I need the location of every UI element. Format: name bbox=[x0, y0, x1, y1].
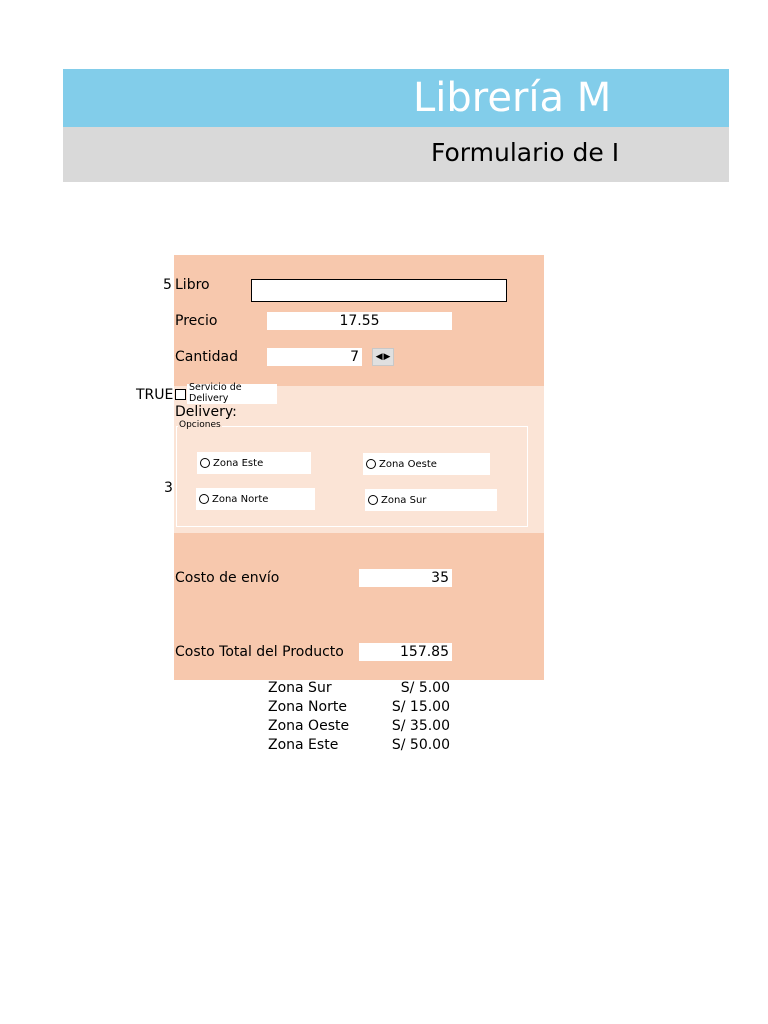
radio-zona-norte[interactable] bbox=[196, 488, 315, 510]
libro-label: Libro bbox=[175, 277, 210, 293]
radio-label: Zona Sur bbox=[381, 494, 427, 506]
cantidad-field[interactable]: 7 bbox=[267, 348, 362, 366]
page-subtitle: Formulario de I bbox=[431, 138, 620, 167]
opciones-groupbox bbox=[176, 426, 528, 527]
page-title: Librería M bbox=[413, 75, 612, 121]
row-number-libro: 5 bbox=[163, 277, 172, 293]
costo-total-field: 157.85 bbox=[359, 643, 452, 661]
table-row bbox=[268, 736, 458, 755]
costo-envio-label: Costo de envío bbox=[175, 570, 280, 586]
delivery-checkbox[interactable] bbox=[175, 389, 186, 400]
table-row bbox=[268, 698, 458, 717]
cantidad-spinner[interactable] bbox=[372, 348, 394, 366]
delivery-checkbox-label: Servicio de Delivery bbox=[189, 382, 242, 404]
radio-circle-icon[interactable] bbox=[200, 458, 210, 468]
precio-cell: S/ 5.00 bbox=[400, 680, 450, 696]
table-row bbox=[268, 717, 458, 736]
radio-label: Zona Oeste bbox=[379, 458, 437, 470]
radio-circle-icon[interactable] bbox=[366, 459, 376, 469]
radio-label: Zona Este bbox=[213, 457, 264, 469]
precio-label: Precio bbox=[175, 313, 218, 329]
precio-field[interactable]: 17.55 bbox=[267, 312, 452, 330]
tarifas-table bbox=[268, 679, 458, 755]
costo-envio-field: 35 bbox=[359, 569, 452, 587]
libro-input[interactable] bbox=[251, 279, 507, 302]
precio-cell: S/ 35.00 bbox=[391, 718, 450, 734]
subtitle-band bbox=[63, 127, 729, 182]
precio-cell: S/ 15.00 bbox=[391, 699, 450, 715]
radio-label: Zona Norte bbox=[212, 493, 269, 505]
cantidad-label: Cantidad bbox=[175, 349, 238, 365]
spin-left-icon[interactable]: ◀ bbox=[375, 352, 383, 362]
zona-cell: Zona Oeste bbox=[268, 718, 350, 734]
radio-circle-icon[interactable] bbox=[199, 494, 209, 504]
radio-zona-sur[interactable] bbox=[365, 489, 497, 511]
table-row bbox=[268, 679, 458, 698]
zona-cell: Zona Norte bbox=[268, 699, 347, 715]
radio-zona-oeste[interactable] bbox=[363, 453, 490, 475]
zona-cell: Zona Sur bbox=[268, 680, 332, 696]
opciones-linked-value: 3 bbox=[164, 480, 173, 496]
zona-cell: Zona Este bbox=[268, 737, 339, 753]
delivery-checkbox-box[interactable] bbox=[187, 384, 277, 404]
radio-zona-este[interactable] bbox=[197, 452, 311, 474]
title-band bbox=[63, 69, 729, 127]
spin-right-icon[interactable]: ▶ bbox=[383, 352, 391, 362]
opciones-legend: Opciones bbox=[179, 420, 221, 430]
radio-circle-icon[interactable] bbox=[368, 495, 378, 505]
costo-total-label: Costo Total del Producto bbox=[175, 644, 344, 660]
delivery-section-label: Delivery: bbox=[175, 404, 237, 420]
delivery-linked-value: TRUE bbox=[136, 387, 174, 403]
precio-cell: S/ 50.00 bbox=[391, 737, 450, 753]
